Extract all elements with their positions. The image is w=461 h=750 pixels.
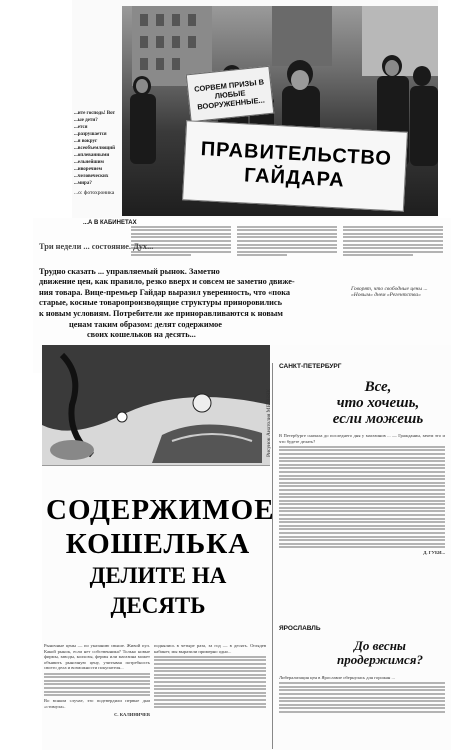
protest-photo xyxy=(122,6,438,216)
title-1-line: что хочешь, xyxy=(336,395,420,411)
snippet: ...ется xyxy=(74,125,88,130)
lead-line: ния товара. Вице-премьер Гайдар выразил уверенность, что «пока xyxy=(39,287,291,297)
left-body-column xyxy=(44,643,150,718)
snippet: ...я вокруг xyxy=(74,139,98,144)
title-2-line: До весны xyxy=(354,638,406,653)
snippet: ...всеобъемлющий xyxy=(74,146,116,151)
headline-line-1: СОДЕРЖИМОЕ xyxy=(46,494,275,526)
lead-line: Трудно сказать ... управляемый рынок. Заметно xyxy=(39,266,220,276)
headline-line-3: ДЕЛИТЕ НА ДЕСЯТЬ xyxy=(89,563,227,618)
right-author-1: Д. ГУБИ... xyxy=(423,550,445,555)
top-photo-caption: ...о: фотохроника xyxy=(74,190,115,196)
mid-column-3 xyxy=(343,224,443,258)
right-body-2 xyxy=(279,675,445,715)
center-body-text: поднялись в четыре раза, за год — в десять. Оглядев кабинет, мы выразили примерно одно... xyxy=(154,643,266,654)
left-author: С. КАЛИНИЧЕВ xyxy=(114,712,150,718)
protest-sign-small-text: СОРВЕМ ПРИЗЫ В ЛЮБЫЕ ВООРУЖЕННЫЕ... xyxy=(193,76,266,111)
region-label-spb: САНКТ-ПЕТЕРБУРГ xyxy=(279,363,342,370)
illustration-credit: Рисунок Анатолия МЕННЯК xyxy=(266,388,272,457)
protest-sign-large xyxy=(182,120,408,212)
wallet-cartoon-graphic xyxy=(42,345,270,465)
lead-line: ценам таким образом: делят содержимое xyxy=(69,319,222,329)
snippet: ...иворечием xyxy=(74,167,102,172)
right-body-2-text: Либерализация цен в Ярославле обернулась для горожан ... xyxy=(279,675,395,680)
top-left-text-column xyxy=(74,110,122,187)
title-2-line: продержимся? xyxy=(337,652,423,667)
main-clipping xyxy=(42,345,451,750)
right-body-1 xyxy=(279,433,445,556)
title-1-line: если можешь xyxy=(332,411,424,427)
section-label: ...А В КАБИНЕТАХ xyxy=(83,220,137,226)
region-label-yaroslavl: ЯРОСЛАВЛЬ xyxy=(279,625,321,632)
mid-lead-text xyxy=(39,242,349,341)
lead-line: движение цен, как правило, резко вверх и совсем не заметно движе- xyxy=(39,277,295,287)
cartoon-illustration xyxy=(42,345,270,466)
snippet: ...ите господь! Вот xyxy=(74,111,115,116)
snippet: ...ельнейшим xyxy=(74,160,104,165)
right-body-1-text: В Петербурге сначала до последнего дня у магазинов ... — Гражданин, зачем это и что будете делать? xyxy=(279,433,445,444)
title-1-line: Все, xyxy=(364,379,392,395)
right-title-1 xyxy=(313,379,443,427)
protest-sign-small xyxy=(186,66,275,123)
snippet: ...мира? xyxy=(74,181,92,186)
snippet: ...человеческих xyxy=(74,174,109,179)
mid-caption: Говорят, что свободные цены ... «Новым» днем «Регентства» xyxy=(351,286,428,298)
snippet: ...разрушается xyxy=(74,132,107,137)
protest-sign-large-text: ПРАВИТЕЛЬСТВО ГАЙДАРА xyxy=(200,138,393,192)
right-news-column xyxy=(272,363,451,749)
lead-line: старые, косные товаропроизводящие структуры приноровились xyxy=(39,298,282,308)
lead-line: своих кошельков на десять... xyxy=(87,330,196,340)
snippet: ...ые дети? xyxy=(74,118,98,123)
main-headline xyxy=(46,493,275,621)
center-body-column xyxy=(154,643,266,710)
lead-line: к новым условиям. Потребители же приноравливаются к новым xyxy=(39,308,283,318)
right-title-2 xyxy=(313,639,447,667)
lead-line: Три недели ... состояние. Дух... xyxy=(39,242,154,251)
snippet: ...оплеванными xyxy=(74,153,110,158)
headline-line-2: КОШЕЛЬКА xyxy=(65,528,251,560)
left-body-more: Во всяком случае, это подтвердили первые дни «стимула». xyxy=(44,698,150,709)
top-clipping xyxy=(72,0,438,218)
left-body-intro: Рыночные цены — по указанию свыше. Живой пул. Какой рынок, если нет собственника? Только новые фирмы, заводы, колхозы, фермы или магазина может объявить рыночную цену, учитывая потребность своего дела и возможности покупателя... xyxy=(44,643,150,671)
